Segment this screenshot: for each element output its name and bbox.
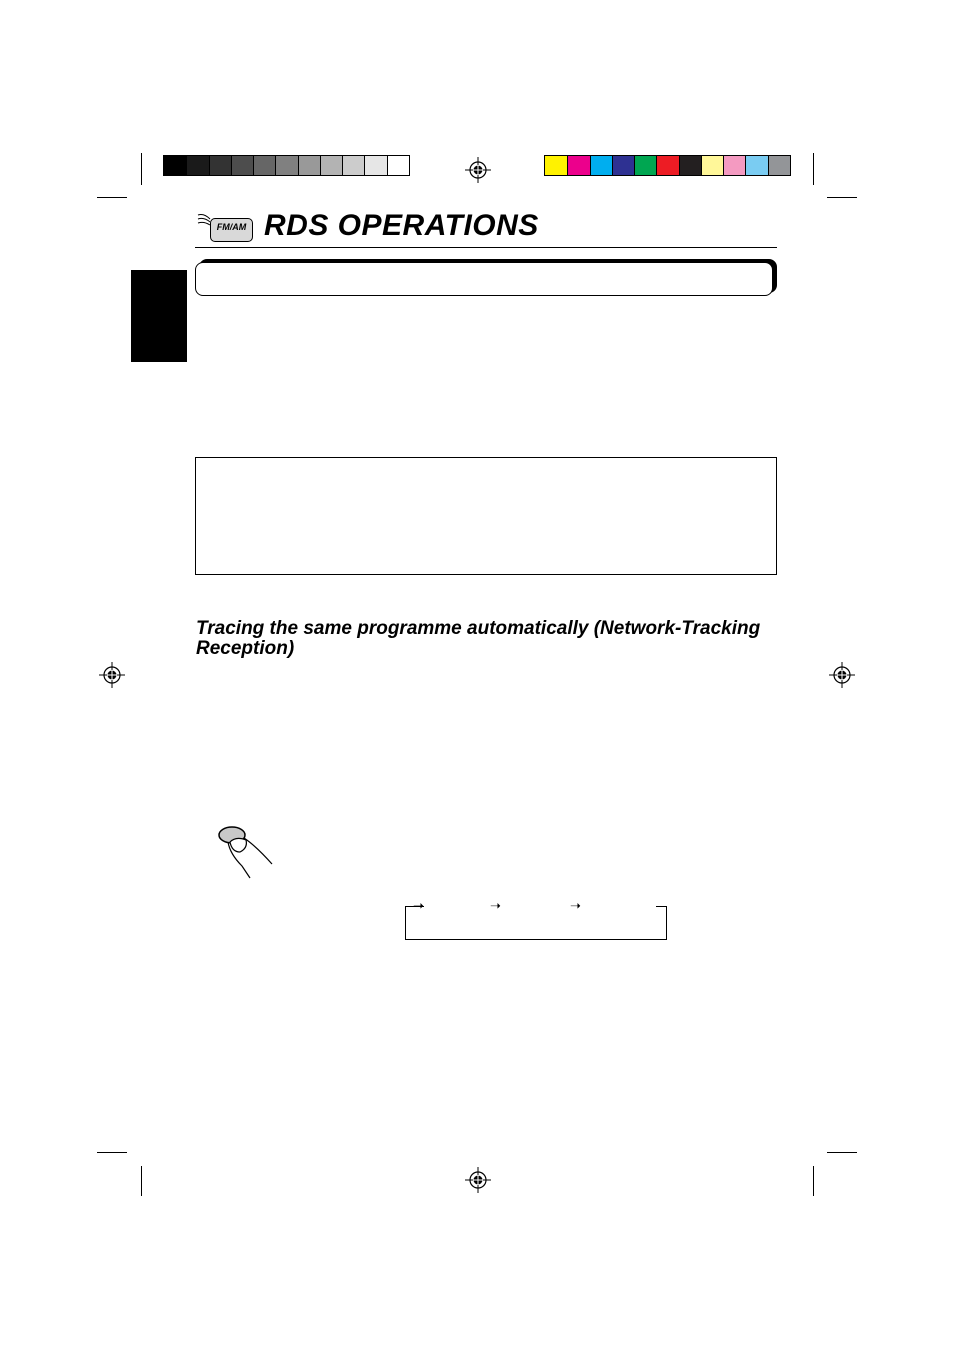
note-box: [195, 457, 777, 575]
crop-mark: [97, 197, 127, 198]
calibration-swatch: [364, 156, 386, 175]
crop-mark: [827, 197, 857, 198]
calibration-swatch: [679, 156, 701, 175]
arrow-right-icon: ➝: [570, 898, 581, 913]
calibration-swatch: [634, 156, 656, 175]
calibration-swatch: [590, 156, 612, 175]
loop-segment: [656, 906, 667, 907]
calibration-swatch: [253, 156, 275, 175]
calibration-swatch: [186, 156, 208, 175]
calibration-swatch: [567, 156, 589, 175]
crosshair-target-icon: [99, 662, 125, 688]
calibration-swatch: [612, 156, 634, 175]
calibration-swatch: [723, 156, 745, 175]
finger-press-icon: [216, 824, 276, 882]
calibration-swatch: [231, 156, 253, 175]
calibration-swatch: [342, 156, 364, 175]
page-title: RDS OPERATIONS: [264, 209, 539, 242]
title-underline: [195, 247, 777, 248]
grayscale-calibration-bar: [163, 155, 410, 176]
calibration-swatch: [545, 156, 567, 175]
arrow-right-icon: ➝: [413, 898, 424, 913]
calibration-swatch: [387, 156, 409, 175]
calibration-swatch: [209, 156, 231, 175]
section-banner: [195, 262, 773, 296]
crosshair-target-icon: [465, 1167, 491, 1193]
crosshair-target-icon: [465, 157, 491, 183]
arrow-right-icon: ➝: [490, 898, 501, 913]
crop-mark: [827, 1152, 857, 1153]
crop-mark: [813, 1166, 814, 1196]
calibration-swatch: [701, 156, 723, 175]
crop-mark: [813, 153, 814, 185]
crop-mark: [141, 1166, 142, 1196]
calibration-swatch: [164, 156, 186, 175]
section-subheading: Tracing the same programme automatically (Network-Tracking Reception): [196, 618, 761, 659]
fm-am-logo: FM/AM: [210, 218, 253, 242]
calibration-swatch: [768, 156, 790, 175]
color-calibration-bar: [544, 155, 791, 176]
calibration-swatch: [745, 156, 767, 175]
calibration-swatch: [275, 156, 297, 175]
calibration-swatch: [298, 156, 320, 175]
crop-mark: [141, 153, 142, 185]
crop-mark: [97, 1152, 127, 1153]
language-side-tab: [131, 270, 187, 362]
crosshair-target-icon: [829, 662, 855, 688]
calibration-swatch: [656, 156, 678, 175]
mode-cycle-loop: [405, 907, 667, 940]
calibration-swatch: [320, 156, 342, 175]
